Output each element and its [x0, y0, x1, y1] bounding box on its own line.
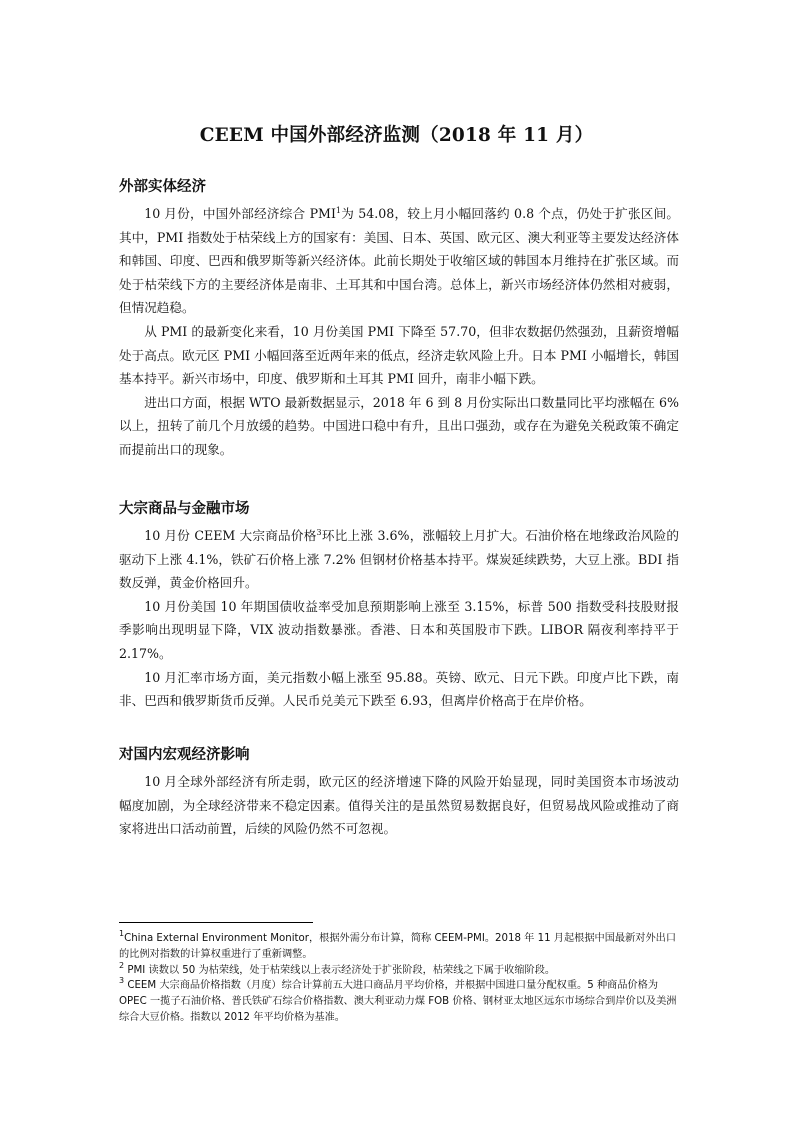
paragraph: 10 月全球外部经济有所走弱，欧元区的经济增速下降的风险开始显现，同时美国资本市场波动幅度加剧，为全球经济带来不稳定因素。值得关注的是虽然贸易数据良好，但贸易战风险或推动了商家将进出口活动前置，后续的风险仍然不可忽视。 — [119, 774, 679, 837]
footnote-text: CEEM 大宗商品价格指数（月度）综合计算前五大进口商品月平均价格，并根据中国进口量分配权重。5 种商品价格为 OPEC 一揽子石油价格、普氏铁矿石综合价格指数、澳大利亚动力煤 FOB 价格、钢材亚太地区远东市场综合到岸价以及美洲综合大豆价格。指数以 2012 年平均价格为基准。 — [119, 980, 677, 1023]
section-heading: 外部实体经济 — [119, 178, 206, 195]
footnote-ref: 1 — [335, 206, 342, 215]
section-heading: 大宗商品与金融市场 — [119, 500, 250, 517]
footnote-1 — [119, 931, 683, 963]
section-external-real-economy — [119, 176, 679, 462]
footnote-mark: 3 — [119, 976, 125, 986]
paragraph-text: 10 月份，中国外部经济综合 PMI — [144, 206, 336, 221]
footnote-mark: 1 — [119, 929, 125, 938]
footnote-text: PMI 读数以 50 为枯荣线，处于枯荣线以上表示经济处于扩张阶段，枯荣线之下属于收缩阶段。 — [124, 964, 556, 976]
paragraph — [119, 524, 679, 595]
paragraph: 10 月份美国 10 年期国债收益率受加息预期影响上涨至 3.15%，标普 500 指数受科技股财报季影响出现明显下降，VIX 波动指数暴涨。香港、日本和英国股市下跌。LIBOR 隔夜利率持平于 2.17%。 — [119, 598, 679, 661]
page-title: CEEM 中国外部经济监测（2018 年 11 月） — [199, 125, 594, 146]
section-commodities-financial-markets — [119, 498, 679, 713]
footnote-ref: 3 — [316, 528, 322, 537]
paragraph: 进出口方面，根据 WTO 最新数据显示，2018 年 6 到 8 月份实际出口数量同比平均涨幅在 6%以上，扭转了前几个月放缓的趋势。中国进口稳中有升，且出口强劲，或存在为避免关税政策不确定而提前出口的现象。 — [119, 394, 679, 457]
footnotes — [119, 931, 683, 1026]
footnote-mark: 2 — [119, 960, 125, 970]
section-heading: 对国内宏观经济影响 — [119, 746, 250, 763]
paragraph-text: 10 月份 CEEM 大宗商品价格 — [144, 528, 317, 543]
footnote-text: China External Environment Monitor，根据外需分布计算，简称 CEEM-PMI。2018 年 11 月起根据中国最新对外出口的比例对指数的计算权重进行了重新调整。 — [119, 933, 677, 960]
paragraph: 10 月汇率市场方面，美元指数小幅上涨至 95.88。英镑、欧元、日元下跌。印度卢比下跌，南非、巴西和俄罗斯货币反弹。人民币兑美元下跌至 6.93，但离岸价格高于在岸价格。 — [119, 669, 679, 709]
paragraph-text: 环比上涨 3.6%，涨幅较上月扩大。石油价格在地缘政治风险的驱动下上涨 4.1%，铁矿石价格上涨 7.2% 但钢材价格基本持平。煤炭延续跌势，大豆上涨。BDI 指数反弹，黄金价格回升。 — [119, 528, 679, 591]
footnote-divider — [119, 922, 313, 923]
paragraph-text: 为 54.08，较上月小幅回落约 0.8 个点，仍处于扩张区间。其中，PMI 指数处于枯荣线上方的国家有：美国、日本、英国、欧元区、澳大利亚等主要发达经济体和韩国、印度、巴西和俄罗斯等新兴经济体。此前长期处于收缩区域的韩国本月维持在扩张区域。而处于枯荣线下方的主要经济体是南非、土耳其和中国台湾。总体上，新兴市场经济体仍然相对疲弱，但情况趋稳。 — [119, 206, 680, 316]
footnote-2 — [119, 960, 683, 979]
section-domestic-macro-impact — [119, 744, 679, 841]
paragraph — [119, 202, 679, 320]
footnote-3 — [119, 978, 683, 1025]
paragraph: 从 PMI 的最新变化来看，10 月份美国 PMI 下降至 57.70，但非农数据仍然强劲，且薪资增幅处于高点。欧元区 PMI 小幅回落至近两年来的低点，经济走软风险上升。日本 PMI 小幅增长，韩国基本持平。新兴市场中，印度、俄罗斯和土耳其 PMI 回升，南非小幅下跌。 — [119, 323, 679, 387]
